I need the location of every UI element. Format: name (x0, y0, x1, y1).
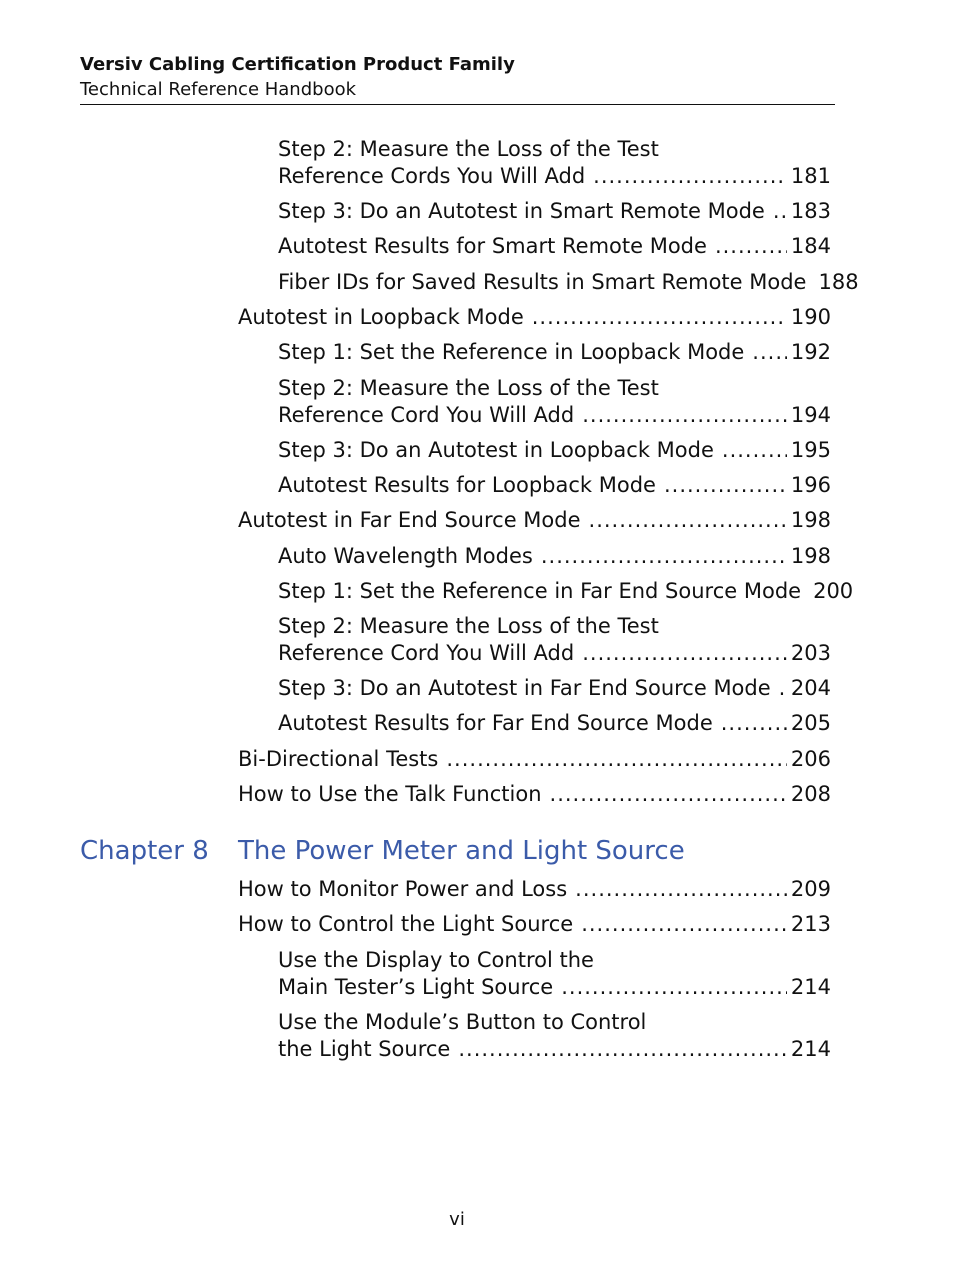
toc-page-number: 206 (790, 747, 831, 771)
toc-page-number: 184 (790, 234, 831, 258)
dot-leader (779, 675, 787, 702)
page-number: vi (449, 1209, 465, 1230)
toc-page-number: 190 (790, 305, 831, 329)
toc-page-number: 198 (790, 508, 831, 532)
dot-leader (532, 304, 787, 331)
toc-page-number: 203 (790, 641, 831, 665)
dot-leader (773, 198, 787, 225)
toc-page-number: 214 (790, 975, 831, 999)
dot-leader (561, 974, 787, 1001)
toc-entry[interactable] (278, 710, 831, 737)
toc-entry[interactable] (278, 339, 831, 366)
dot-leader (446, 746, 787, 773)
toc-entry[interactable] (238, 781, 831, 808)
running-header-subtitle: Technical Reference Handbook (80, 79, 357, 100)
toc-entry-line1: Step 2: Measure the Loss of the Test (278, 376, 659, 400)
toc-entry-text: Reference Cord You Will Add (278, 403, 575, 427)
toc-entry[interactable] (278, 233, 831, 260)
toc-entry-text: Autotest Results for Loopback Mode (278, 473, 656, 497)
toc-entry-text: Reference Cord You Will Add (278, 641, 575, 665)
toc-entry[interactable] (278, 613, 831, 667)
toc-entry[interactable] (278, 675, 831, 702)
toc-entry[interactable] (278, 578, 854, 605)
toc-entry[interactable] (238, 876, 831, 903)
toc-entry-line1: Use the Display to Control the (278, 948, 594, 972)
dot-leader (581, 911, 787, 938)
toc-entry-text: Fiber IDs for Saved Results in Smart Remote Mode (278, 270, 807, 294)
dot-leader (541, 543, 787, 570)
toc-entry[interactable] (238, 746, 831, 773)
toc-page-number: 209 (790, 877, 831, 901)
dot-leader (575, 876, 787, 903)
toc-entry-text: Auto Wavelength Modes (278, 544, 533, 568)
dot-leader (589, 507, 787, 534)
toc-page-number: 195 (790, 438, 831, 462)
toc-page-number: 198 (790, 544, 831, 568)
dot-leader (582, 402, 787, 429)
toc-entry[interactable] (278, 136, 831, 190)
running-header-title: Versiv Cabling Certification Product Family (80, 54, 515, 75)
toc-entry-line1: Step 2: Measure the Loss of the Test (278, 137, 659, 161)
toc-entry-text: Step 1: Set the Reference in Loopback Mode (278, 340, 745, 364)
toc-entry-text: How to Monitor Power and Loss (238, 877, 568, 901)
toc-entry[interactable] (278, 437, 831, 464)
dot-leader (550, 781, 787, 808)
toc-entry-text: Step 3: Do an Autotest in Loopback Mode (278, 438, 714, 462)
dot-leader (458, 1036, 787, 1063)
toc-entry-text: How to Control the Light Source (238, 912, 574, 936)
toc-entry-text: Step 3: Do an Autotest in Smart Remote Mode (278, 199, 765, 223)
toc-page-number: 208 (790, 782, 831, 806)
toc-entry-text: Step 1: Set the Reference in Far End Source Mode (278, 579, 802, 603)
dot-leader (664, 472, 787, 499)
dot-leader (715, 233, 787, 260)
toc-entry[interactable] (278, 947, 831, 1001)
toc-entry-line1: Step 2: Measure the Loss of the Test (278, 614, 659, 638)
toc-page-number: 196 (790, 473, 831, 497)
toc-entry-text: How to Use the Talk Function (238, 782, 542, 806)
toc-page-number: 213 (790, 912, 831, 936)
toc-page-number: 204 (790, 676, 831, 700)
toc-page-number: 183 (790, 199, 831, 223)
toc-entry[interactable] (238, 507, 831, 534)
toc-entry[interactable] (238, 304, 831, 331)
toc-page-number: 200 (813, 579, 854, 603)
dot-leader (722, 437, 787, 464)
toc-entry[interactable] (278, 1009, 831, 1063)
toc-entry-line1: Use the Module’s Button to Control (278, 1010, 647, 1034)
toc-page-number: 188 (818, 270, 859, 294)
toc-entry[interactable] (278, 375, 831, 429)
toc-entry-text: Autotest Results for Smart Remote Mode (278, 234, 707, 258)
toc-page-number: 181 (790, 164, 831, 188)
toc-entry[interactable] (278, 543, 831, 570)
dot-leader (721, 710, 787, 737)
toc-entry[interactable] (278, 269, 859, 296)
toc-entry-text: Autotest in Loopback Mode (238, 305, 524, 329)
toc-entry-text: Autotest Results for Far End Source Mode (278, 711, 713, 735)
toc-entry-text: Main Tester’s Light Source (278, 975, 554, 999)
toc-page-number: 214 (790, 1037, 831, 1061)
toc-entry-text: Step 3: Do an Autotest in Far End Source Mode (278, 676, 771, 700)
toc-entry-text: the Light Source (278, 1037, 451, 1061)
toc-entry-text: Autotest in Far End Source Mode (238, 508, 581, 532)
toc-entry[interactable] (238, 911, 831, 938)
toc-entry-text: Bi-Directional Tests (238, 747, 439, 771)
toc-page-number: 194 (790, 403, 831, 427)
toc-entry[interactable] (278, 472, 831, 499)
dot-leader (752, 339, 787, 366)
toc-entry[interactable] (278, 198, 831, 225)
dot-leader (593, 163, 787, 190)
toc-page-number: 192 (790, 340, 831, 364)
toc-entry-text: Reference Cords You Will Add (278, 164, 586, 188)
chapter-label: Chapter 8 (80, 836, 209, 866)
chapter-title[interactable]: The Power Meter and Light Source (238, 836, 685, 866)
toc-page-number: 205 (790, 711, 831, 735)
dot-leader (582, 640, 787, 667)
